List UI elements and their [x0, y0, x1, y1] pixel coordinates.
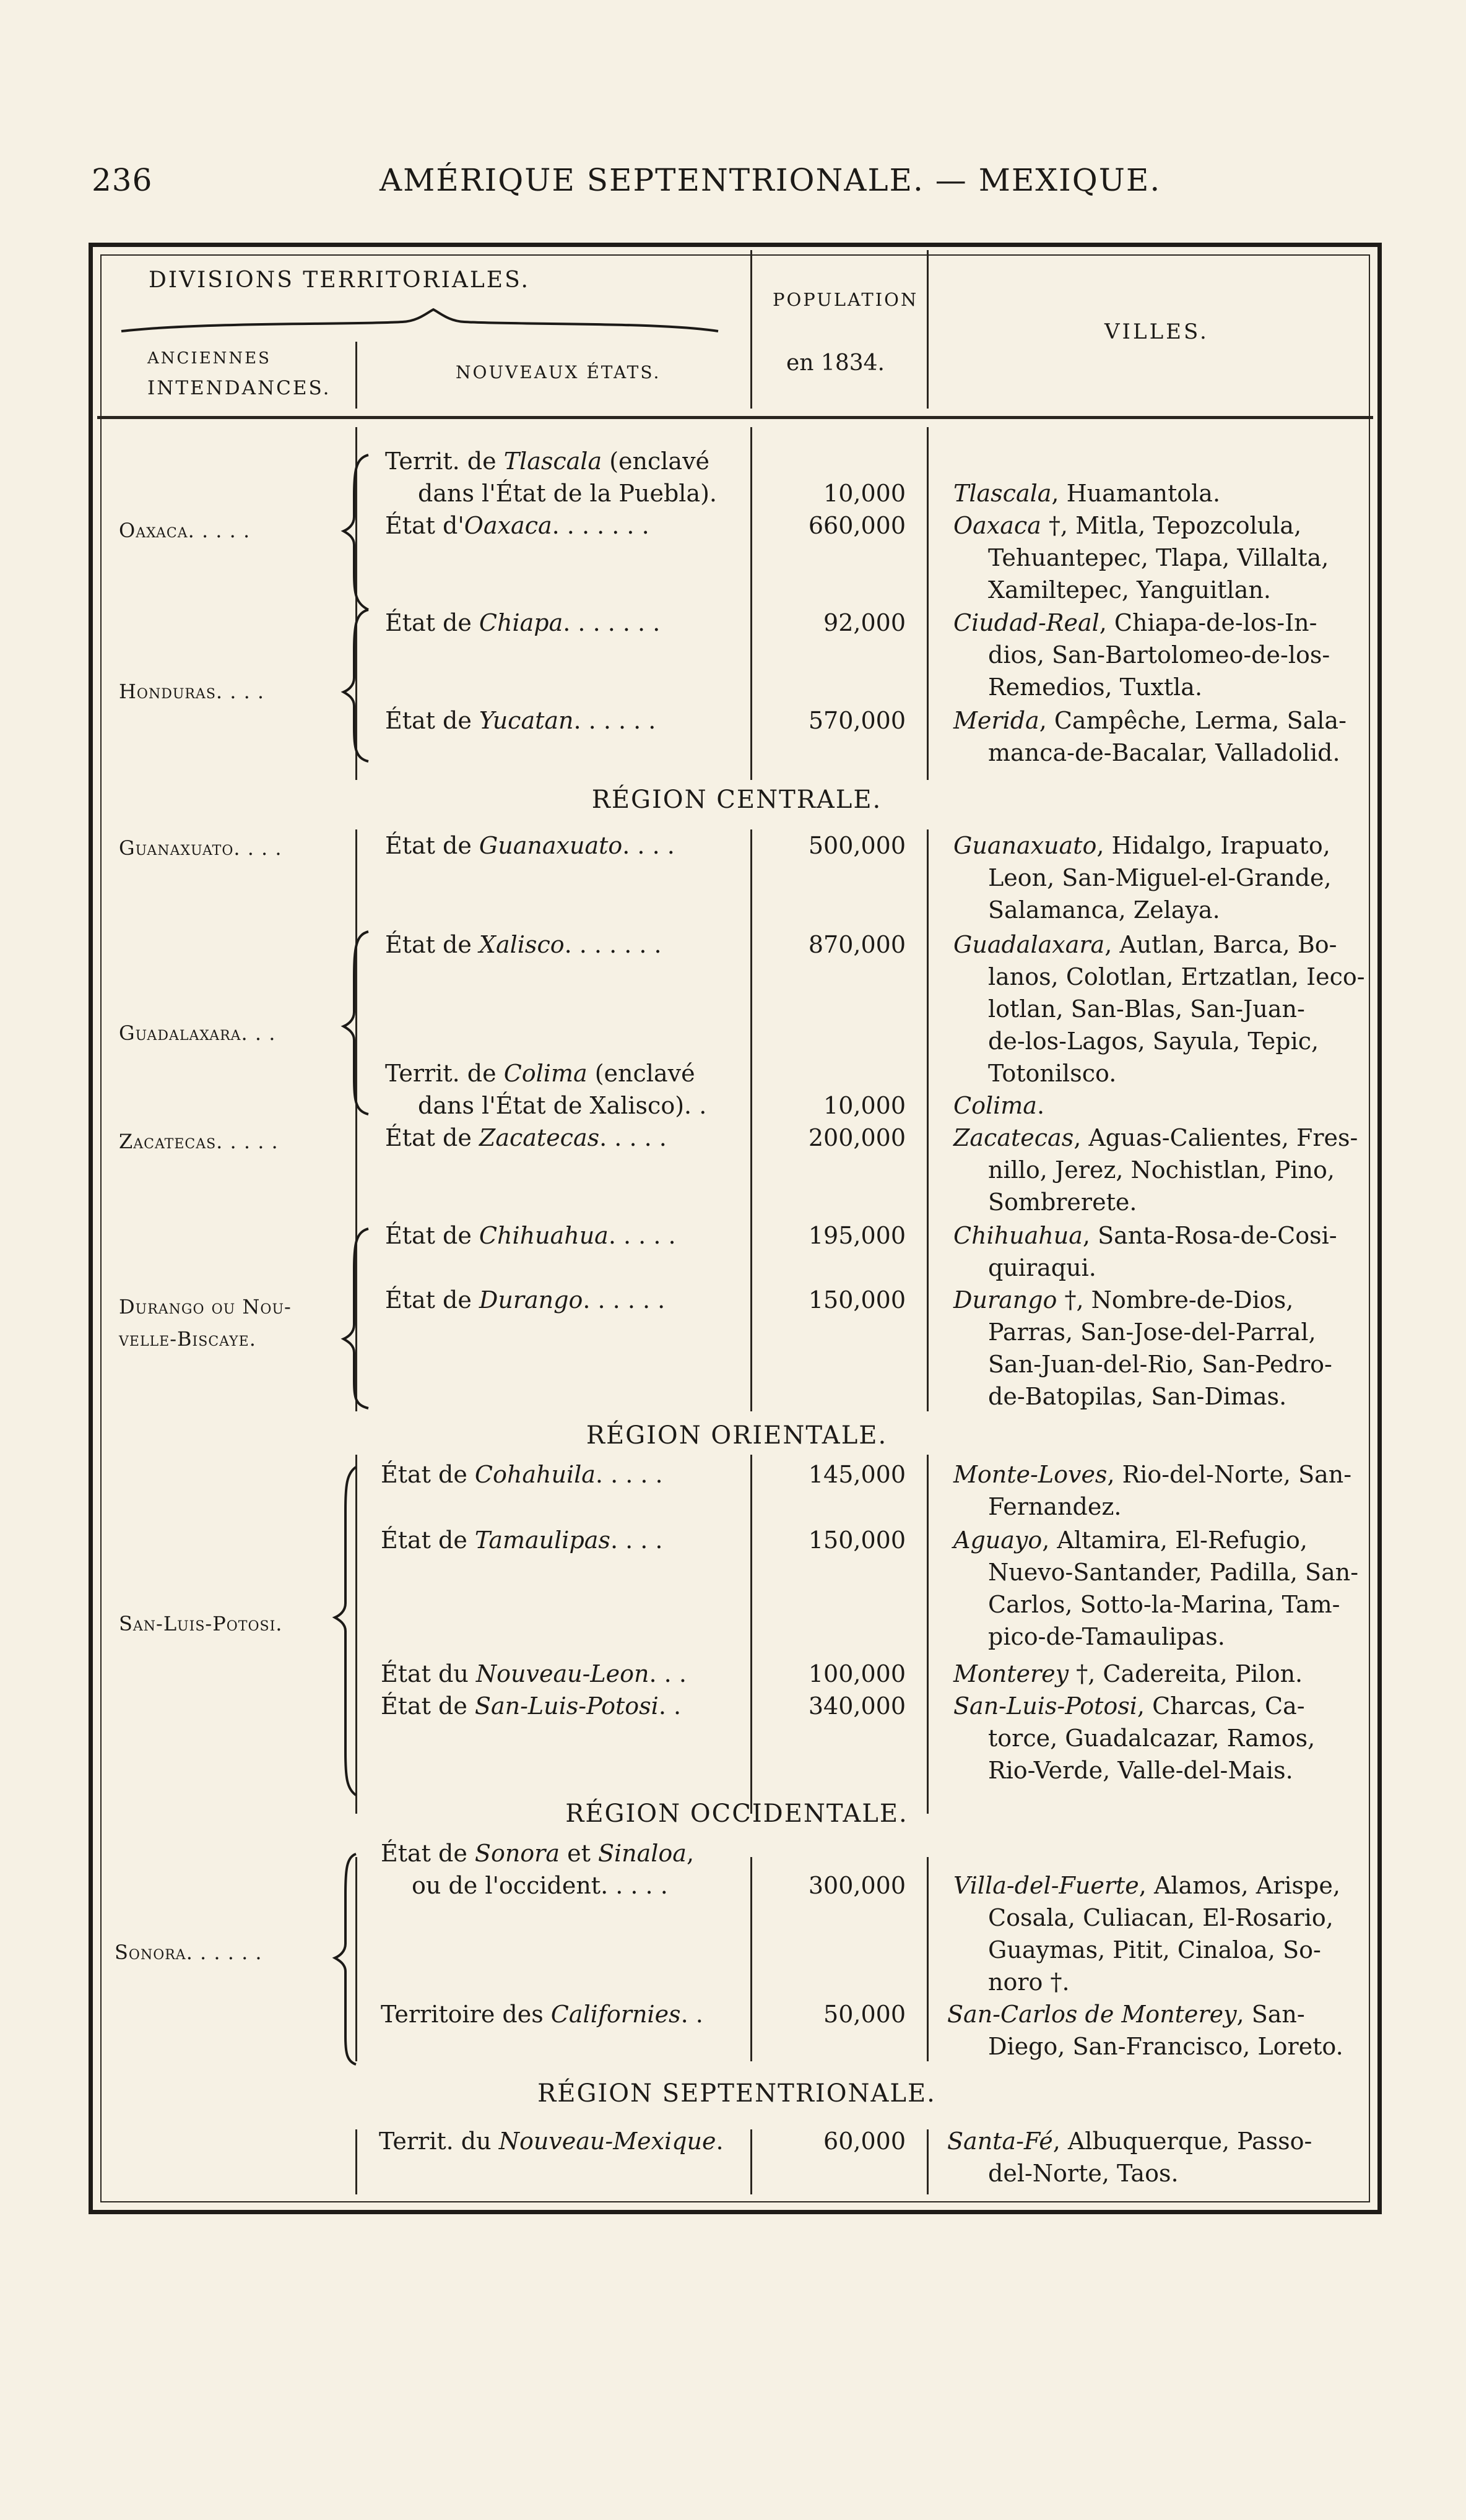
- villes-zacatecas-1: Zacatecas, Aguas-Calientes, Fres-: [953, 1124, 1358, 1151]
- intendance-sonora: Sonora. . . . . .: [115, 1941, 262, 1964]
- state-oaxaca: État d'Oaxaca. . . . . . .: [385, 512, 649, 539]
- state-durango: État de Durango. . . . . .: [385, 1286, 666, 1314]
- state-xalisco: État de Xalisco. . . . . . .: [385, 931, 662, 958]
- villes-tamaulipas-4: pico-de-Tamaulipas.: [988, 1623, 1225, 1650]
- page-number: 236: [92, 162, 153, 198]
- state-tamaulipas: État de Tamaulipas. . . .: [381, 1526, 663, 1554]
- villes-durango-2: Parras, San-Jose-del-Parral,: [988, 1318, 1316, 1346]
- villes-tamaulipas-1: Aguayo, Altamira, El-Refugio,: [953, 1526, 1308, 1554]
- villes-sanluis-2: torce, Guadalcazar, Ramos,: [988, 1725, 1316, 1752]
- villes-xalisco-1: Guadalaxara, Autlan, Barca, Bo-: [953, 931, 1337, 958]
- intendance-oaxaca: Oaxaca. . . . .: [119, 519, 251, 542]
- header-anciennes: INTENDANCES.: [147, 377, 331, 399]
- villes-chiapa-1: Ciudad-Real, Chiapa-de-los-In-: [953, 609, 1317, 636]
- state-sonora-line2: ou de l'occident. . . . .: [412, 1872, 668, 1899]
- villes-xalisco-2: lanos, Colotlan, Ertzatlan, Ieco-: [988, 963, 1365, 990]
- intendance-sanluis: San-Luis-Potosi.: [119, 1612, 283, 1635]
- villes-xalisco-3: lotlan, San-Blas, San-Juan-: [988, 995, 1305, 1023]
- intendance-guanaxuato: Guanaxuato. . . .: [119, 836, 282, 860]
- state-nouveauleon: État du Nouveau-Leon. . .: [381, 1660, 687, 1687]
- population-tamaulipas: 150,000: [808, 1526, 906, 1554]
- population-nouveauleon: 100,000: [808, 1660, 906, 1687]
- state-cohahuila: État de Cohahuila. . . . .: [381, 1461, 663, 1488]
- villes-xalisco-5: Totonilsco.: [988, 1060, 1117, 1087]
- header-population-year: en 1834.: [786, 350, 885, 376]
- villes-guanaxuato-3: Salamanca, Zelaya.: [988, 896, 1220, 924]
- villes-yucatan-2: manca-de-Bacalar, Valladolid.: [988, 739, 1340, 766]
- villes-guanaxuato-1: Guanaxuato, Hidalgo, Irapuato,: [953, 832, 1330, 859]
- brace-sanluis: [335, 1467, 356, 1795]
- villes-nouveaumexique-1: Santa-Fé, Albuquerque, Passo-: [947, 2128, 1312, 2155]
- state-tlascala-line2: dans l'État de la Puebla).: [418, 480, 717, 507]
- villes-californies-1: San-Carlos de Monterey, San-: [947, 2001, 1305, 2028]
- state-chihuahua: État de Chihuahua. . . . .: [385, 1222, 676, 1249]
- region-orientale: RÉGION ORIENTALE.: [586, 1421, 888, 1450]
- villes-durango-1: Durango †, Nombre-de-Dios,: [953, 1286, 1294, 1314]
- population-yucatan: 570,000: [808, 707, 906, 734]
- population-chihuahua: 195,000: [808, 1222, 906, 1249]
- villes-xalisco-4: de-los-Lagos, Sayula, Tepic,: [988, 1028, 1319, 1055]
- region-centrale: RÉGION CENTRALE.: [591, 786, 882, 814]
- villes-sonora-4: noro †.: [988, 1968, 1070, 1996]
- villes-cohahuila-1: Monte-Loves, Rio-del-Norte, San-: [953, 1461, 1352, 1488]
- intendance-zacatecas: Zacatecas. . . . .: [119, 1130, 279, 1153]
- villes-guanaxuato-2: Leon, San-Miguel-el-Grande,: [988, 864, 1332, 891]
- state-sanluis: État de San-Luis-Potosi. .: [381, 1692, 682, 1720]
- state-sonora-line1: État de Sonora et Sinaloa,: [381, 1840, 695, 1867]
- state-chiapa: État de Chiapa. . . . . . .: [385, 609, 661, 636]
- header-population: POPULATION: [773, 289, 919, 310]
- population-sanluis: 340,000: [808, 1692, 906, 1720]
- villes-californies-2: Diego, San-Francisco, Loreto.: [988, 2033, 1343, 2060]
- villes-yucatan-1: Merida, Campêche, Lerma, Sala-: [953, 707, 1347, 734]
- state-zacatecas: État de Zacatecas. . . . .: [385, 1124, 667, 1151]
- state-yucatan: État de Yucatan. . . . . .: [385, 707, 656, 734]
- state-colima-line2: dans l'État de Xalisco). .: [418, 1092, 707, 1119]
- brace-honduras: [344, 610, 368, 761]
- state-tlascala-line1: Territ. de Tlascala (enclavé: [385, 448, 710, 475]
- population-chiapa: 92,000: [823, 609, 906, 636]
- villes-tlascala: Tlascala, Huamantola.: [953, 480, 1221, 507]
- brace-guadalaxara: [344, 932, 368, 1114]
- header-villes: VILLES.: [1104, 319, 1209, 344]
- villes-nouveaumexique-2: del-Norte, Taos.: [988, 2160, 1179, 2187]
- state-californies: Territoire des Californies. .: [381, 2001, 703, 2028]
- villes-tamaulipas-2: Nuevo-Santander, Padilla, San-: [988, 1559, 1359, 1586]
- population-californies: 50,000: [823, 2001, 906, 2028]
- villes-chiapa-3: Remedios, Tuxtla.: [988, 673, 1203, 701]
- population-tlascala: 10,000: [823, 480, 906, 507]
- villes-sonora-2: Cosala, Culiacan, El-Rosario,: [988, 1904, 1334, 1931]
- villes-oaxaca-1: Oaxaca †, Mitla, Tepozcolula,: [953, 512, 1302, 539]
- brace-sonora: [335, 1854, 356, 2064]
- population-guanaxuato: 500,000: [808, 832, 906, 859]
- intendance-durango-1: Durango ou Nou-: [119, 1295, 292, 1318]
- villes-chihuahua-2: quiraqui.: [988, 1254, 1096, 1281]
- villes-chiapa-2: dios, San-Bartolomeo-de-los-: [988, 641, 1330, 669]
- villes-nouveauleon: Monterey †, Cadereita, Pilon.: [953, 1660, 1303, 1687]
- header-divisions: DIVISIONS TERRITORIALES.: [149, 267, 530, 293]
- running-title: AMÉRIQUE SEPTENTRIONALE. — MEXIQUE.: [380, 162, 1161, 198]
- brace-oaxaca: [344, 455, 368, 610]
- population-nouveaumexique: 60,000: [823, 2128, 906, 2155]
- population-zacatecas: 200,000: [808, 1124, 906, 1151]
- state-nouveaumexique: Territ. du Nouveau-Mexique.: [379, 2128, 724, 2155]
- villes-tamaulipas-3: Carlos, Sotto-la-Marina, Tam-: [988, 1591, 1340, 1618]
- header-anciennes-small: ANCIENNES: [147, 349, 271, 368]
- villes-durango-4: de-Batopilas, San-Dimas.: [988, 1383, 1287, 1410]
- intendance-honduras: Honduras. . . .: [119, 680, 265, 703]
- villes-oaxaca-3: Xamiltepec, Yanguitlan.: [988, 576, 1271, 604]
- villes-sonora-3: Guaymas, Pitit, Cinaloa, So-: [988, 1936, 1321, 1964]
- state-guanaxuato: État de Guanaxuato. . . .: [385, 832, 675, 859]
- header-brace: [121, 310, 718, 331]
- villes-zacatecas-2: nillo, Jerez, Nochistlan, Pino,: [988, 1156, 1335, 1184]
- villes-sonora-1: Villa-del-Fuerte, Alamos, Arispe,: [953, 1872, 1340, 1899]
- villes-zacatecas-3: Sombrerete.: [988, 1189, 1137, 1216]
- population-durango: 150,000: [808, 1286, 906, 1314]
- villes-cohahuila-2: Fernandez.: [988, 1493, 1122, 1520]
- villes-sanluis-3: Rio-Verde, Valle-del-Mais.: [988, 1757, 1293, 1784]
- population-xalisco: 870,000: [808, 931, 906, 958]
- header-nouveaux-etats: NOUVEAUX ÉTATS.: [456, 362, 661, 383]
- population-oaxaca: 660,000: [808, 512, 906, 539]
- region-occidentale: RÉGION OCCIDENTALE.: [565, 1799, 908, 1828]
- state-colima-line1: Territ. de Colima (enclavé: [385, 1060, 695, 1087]
- population-sonora: 300,000: [808, 1872, 906, 1899]
- region-septentrionale: RÉGION SEPTENTRIONALE.: [537, 2079, 936, 2108]
- villes-colima: Colima.: [953, 1092, 1045, 1119]
- villes-durango-3: San-Juan-del-Rio, San-Pedro-: [988, 1351, 1332, 1378]
- population-cohahuila: 145,000: [808, 1461, 906, 1488]
- villes-sanluis-1: San-Luis-Potosi, Charcas, Ca-: [953, 1692, 1305, 1720]
- villes-oaxaca-2: Tehuantepec, Tlapa, Villalta,: [988, 544, 1329, 571]
- villes-chihuahua-1: Chihuahua, Santa-Rosa-de-Cosi-: [953, 1222, 1337, 1249]
- brace-durango: [344, 1229, 368, 1408]
- intendance-guadalaxara: Guadalaxara. . .: [119, 1021, 276, 1045]
- population-colima: 10,000: [823, 1092, 906, 1119]
- intendance-durango-2: velle-Biscaye.: [119, 1327, 256, 1351]
